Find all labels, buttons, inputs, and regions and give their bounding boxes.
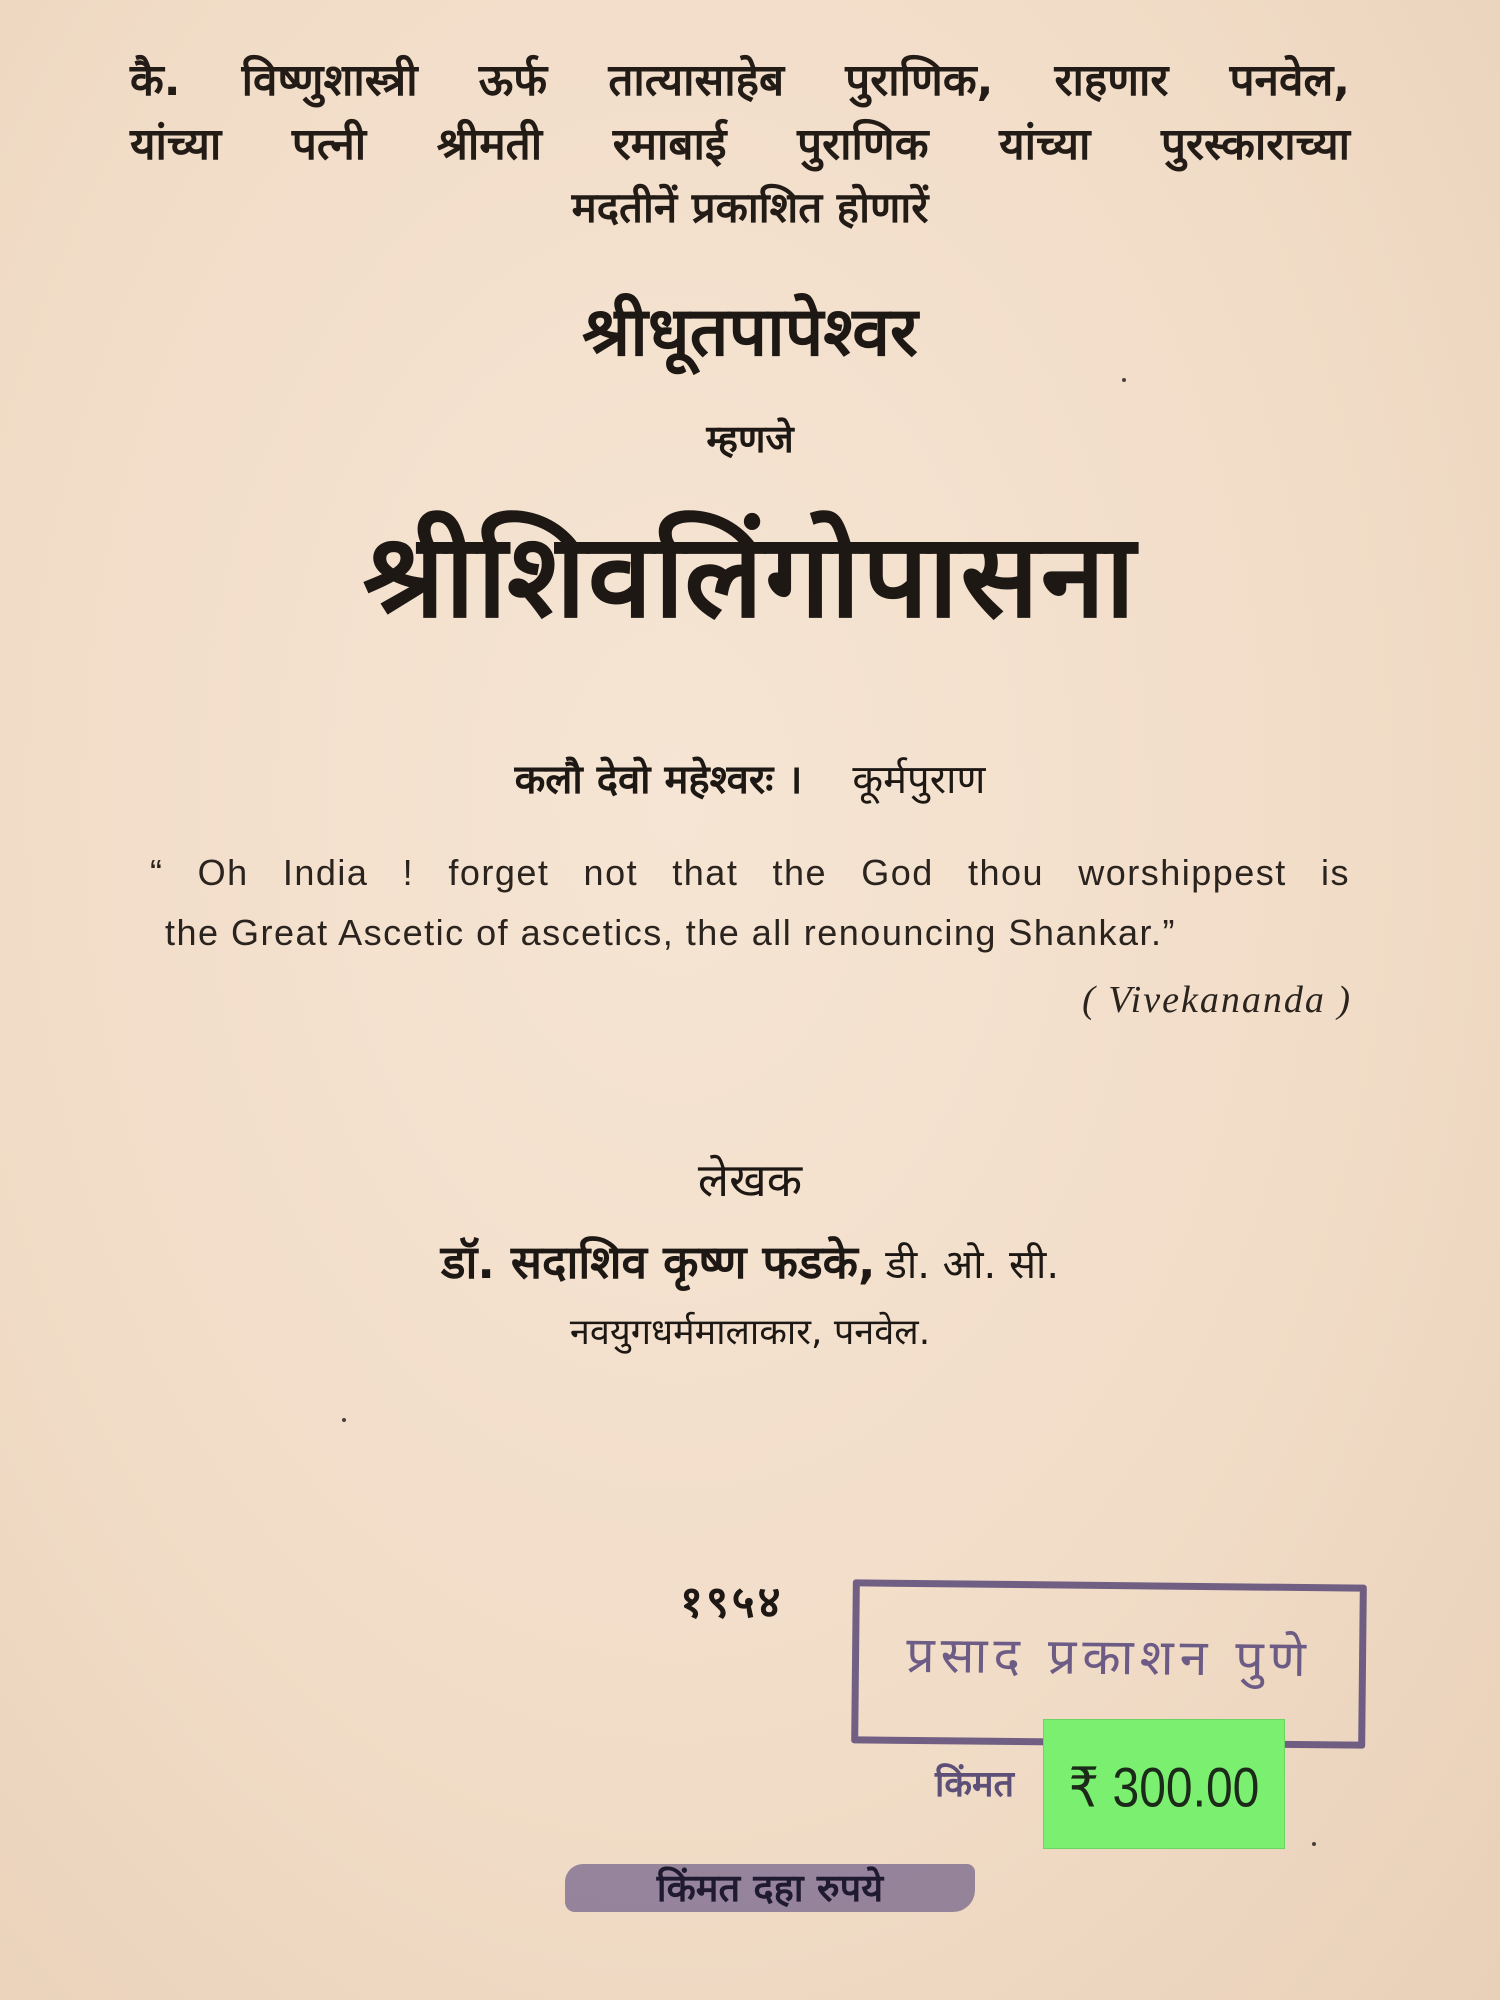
author-label: लेखक <box>697 1153 803 1207</box>
quote-line-2: the Great Ascetic of ascetics, the all renouncing Shankar.” <box>165 912 1176 953</box>
original-price-text: किंमत दहा रुपये <box>656 1866 884 1910</box>
book-title: श्रीधूतपापेश्वर <box>582 293 918 372</box>
title-connector: म्हणजे <box>706 417 794 461</box>
author-affiliation: नवयुगधर्ममालाकार, पनवेल. <box>569 1312 931 1353</box>
author-line <box>0 1230 1500 1292</box>
quote-attribution: ( Vivekananda ) <box>1082 979 1352 1021</box>
epigraph-shloka <box>0 750 1500 805</box>
quote-line-1: “ Oh India ! forget not that the God thou worshippest is <box>150 852 1350 893</box>
author-degree: डी. ओ. सी. <box>885 1242 1060 1288</box>
paper-speck <box>342 1418 346 1422</box>
publication-note-line-1: कै. विष्णुशास्त्री ऊर्फ तात्यासाहेब पुराणिक, राहणार पनवेल, <box>130 55 1350 106</box>
shloka-text: कलौ देवो महेश्वरः । <box>514 757 803 803</box>
price-sticker-text: ₹ 300.00 <box>1068 1758 1260 1820</box>
book-subtitle: श्रीशिवलिंगोपासना <box>362 509 1138 644</box>
publication-note-line-3: मदतीनें प्रकाशित होणारें <box>571 183 929 232</box>
price-label: किंमत <box>935 1764 1015 1805</box>
publisher-stamp-text: प्रसाद प्रकाशन पुणे <box>905 1625 1313 1689</box>
paper-speck <box>1312 1842 1316 1846</box>
original-price-stamp <box>565 1864 975 1912</box>
price-sticker <box>1044 1720 1284 1848</box>
author-name: डॉ. सदाशिव कृष्ण फडके, <box>440 1235 876 1289</box>
paper-speck <box>1122 378 1126 382</box>
publication-note-line-2: यांच्या पत्नी श्रीमती रमाबाई पुराणिक यांच्या पुरस्काराच्या <box>130 119 1350 170</box>
shloka-source: कूर्मपुराण <box>852 757 986 803</box>
publication-year: १९५४ <box>680 1577 784 1628</box>
